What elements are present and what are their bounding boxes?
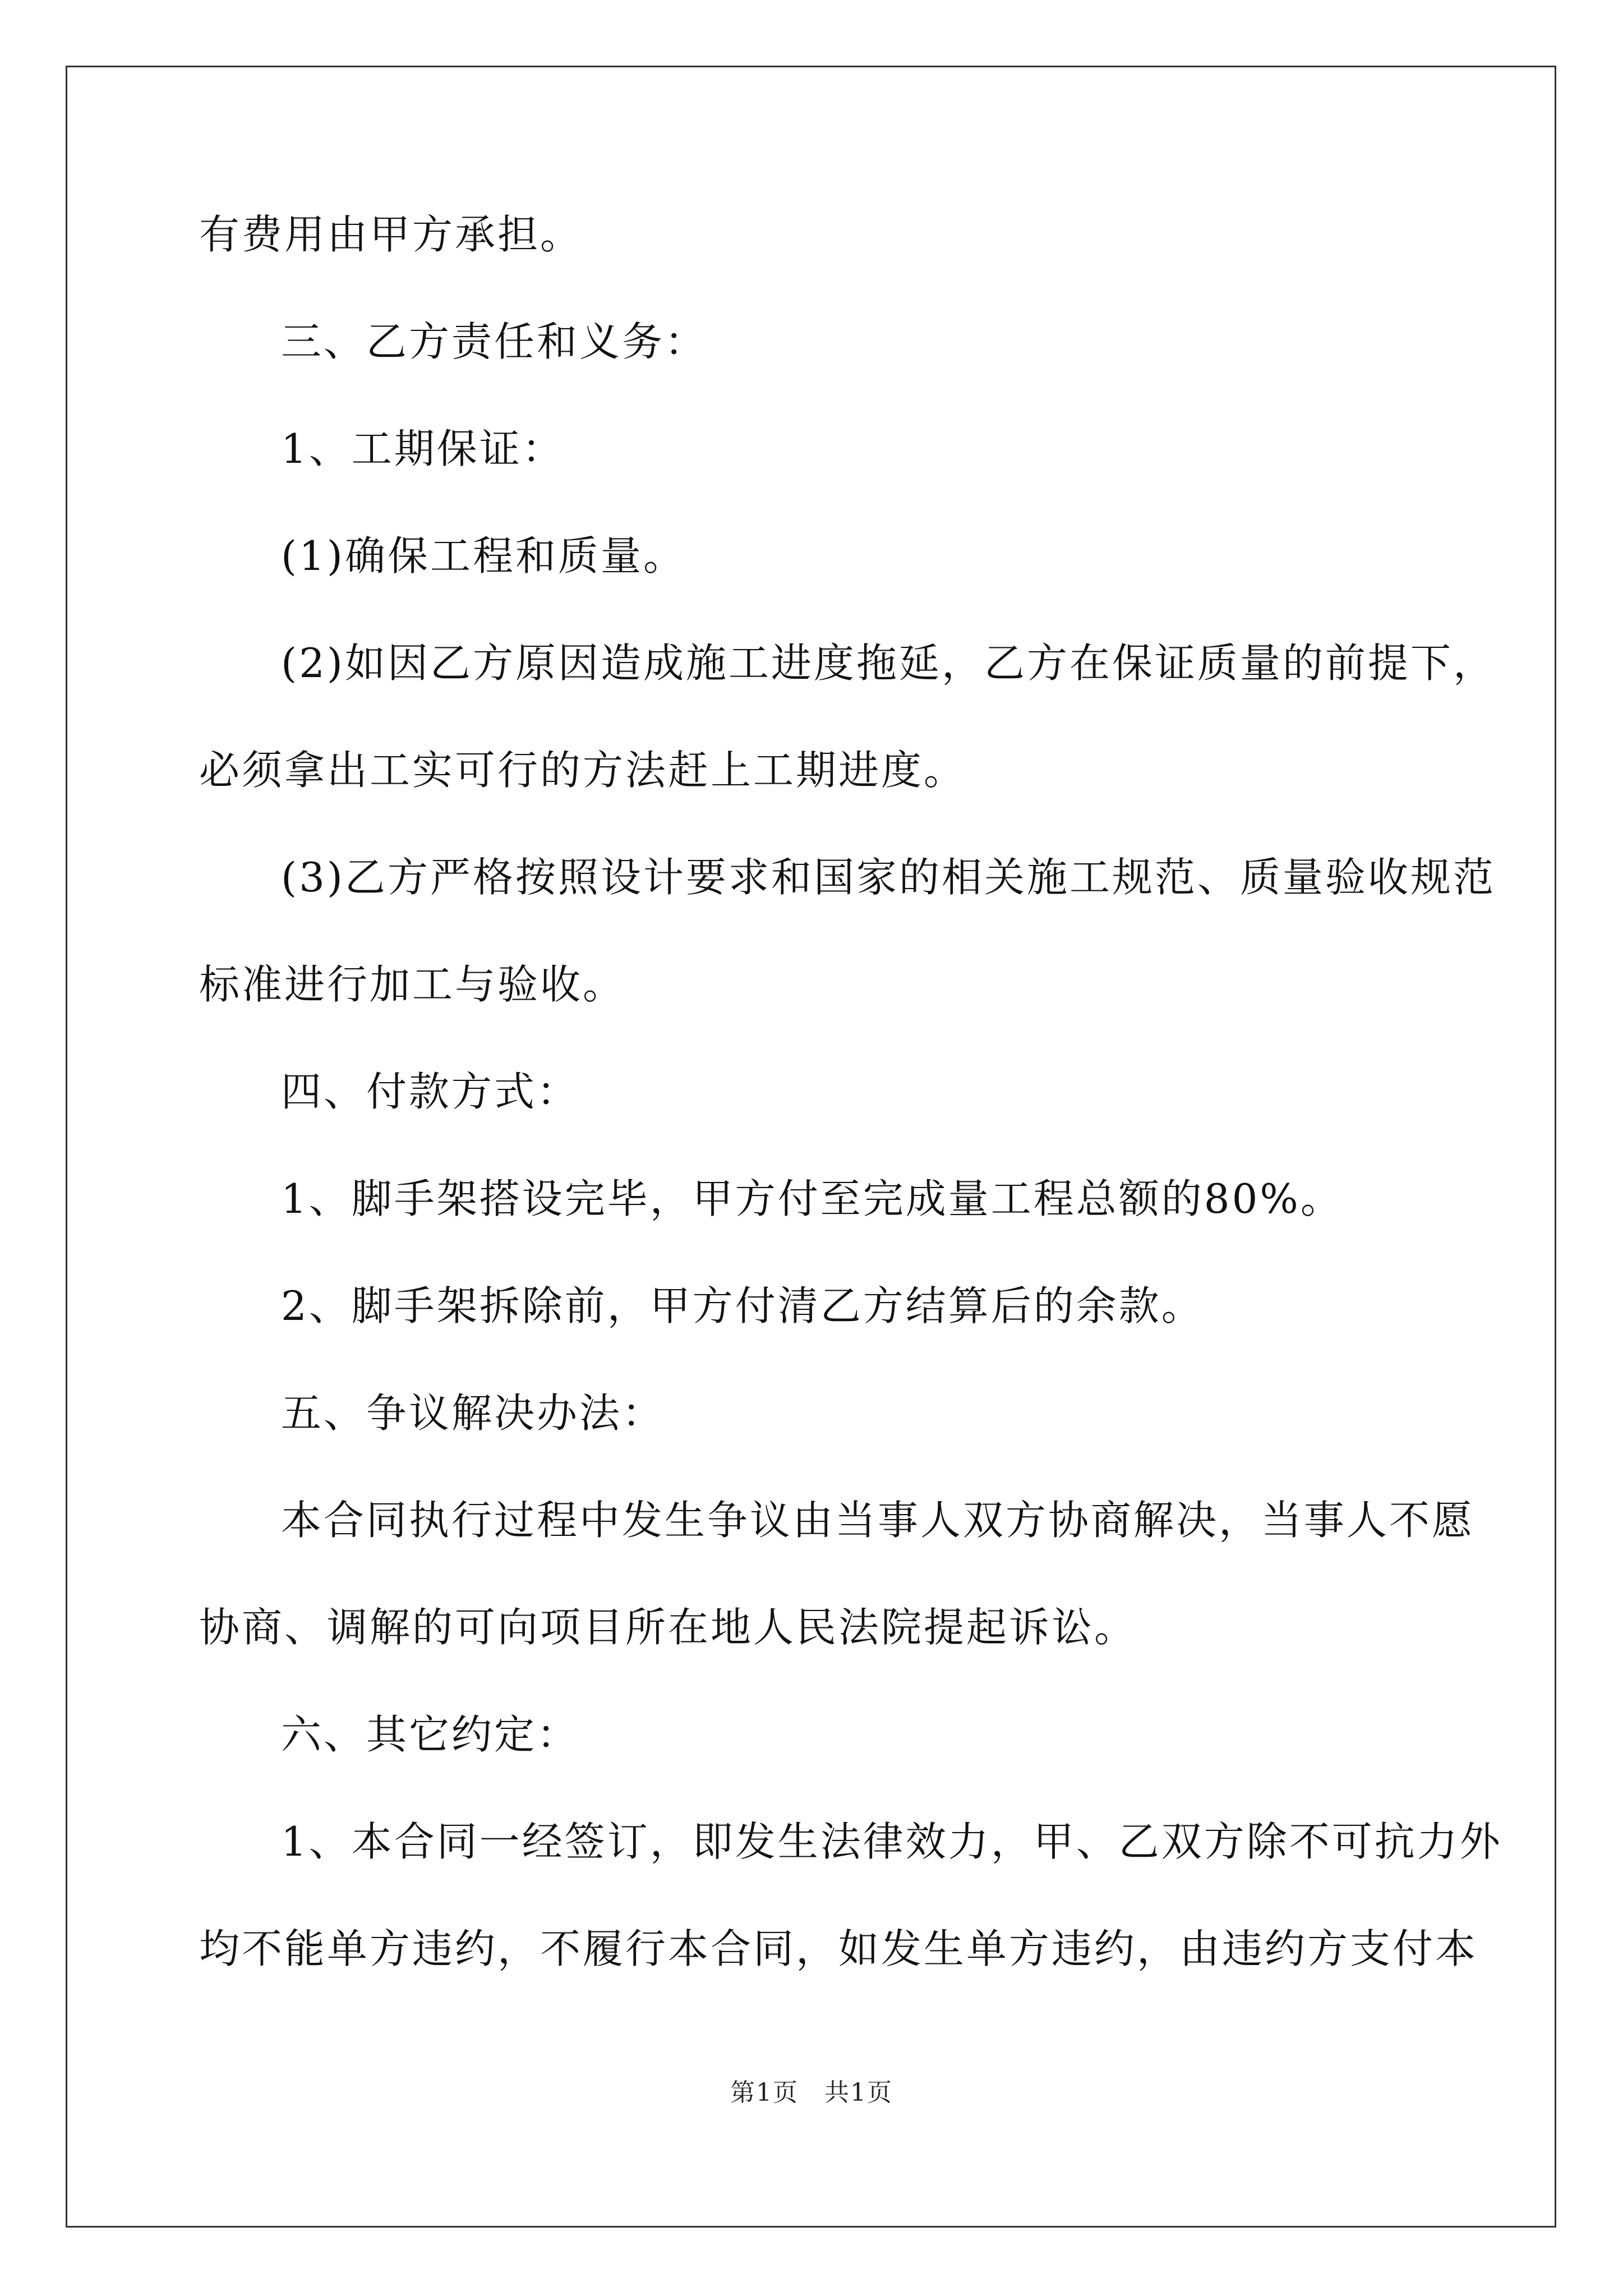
text-line: 1、本合同一经签订，即发生法律效力，甲、乙双方除不可抗力外 bbox=[281, 1818, 1502, 1865]
text-line: (2)如因乙方原因造成施工进度拖延，乙方在保证质量的前提下， bbox=[281, 639, 1496, 687]
text-line: 本合同执行过程中发生争议由当事人双方协商解决，当事人不愿 bbox=[281, 1497, 1475, 1544]
text-line: 协商、调解的可向项目所在地人民法院提起诉讼。 bbox=[199, 1604, 1137, 1651]
text-line: 有费用由甲方承担。 bbox=[199, 211, 583, 258]
text-line: 1、脚手架搭设完毕，甲方付至完成量工程总额的80%。 bbox=[281, 1175, 1343, 1222]
section-heading: 六、其它约定： bbox=[281, 1711, 580, 1758]
section-heading: 三、乙方责任和义务： bbox=[281, 318, 708, 365]
text-line: (1)确保工程和质量。 bbox=[281, 532, 686, 579]
text-line: 1、工期保证： bbox=[281, 425, 565, 472]
text-line: 标准进行加工与验收。 bbox=[199, 961, 626, 1008]
text-line: 均不能单方违约，不履行本合同，如发生单方违约，由违约方支付本 bbox=[199, 1925, 1478, 1972]
text-line: (3)乙方严格按照设计要求和国家的相关施工规范、质量验收规范 bbox=[281, 854, 1496, 901]
text-line: 必须拿出工实可行的方法赶上工期进度。 bbox=[199, 747, 967, 794]
section-heading: 四、付款方式： bbox=[281, 1068, 580, 1115]
section-heading: 五、争议解决办法： bbox=[281, 1389, 665, 1437]
document-body bbox=[199, 206, 1502, 2028]
text-line: 2、脚手架拆除前，甲方付清乙方结算后的余款。 bbox=[281, 1282, 1204, 1329]
page-number-footer: 第1页 共1页 bbox=[730, 2078, 893, 2107]
